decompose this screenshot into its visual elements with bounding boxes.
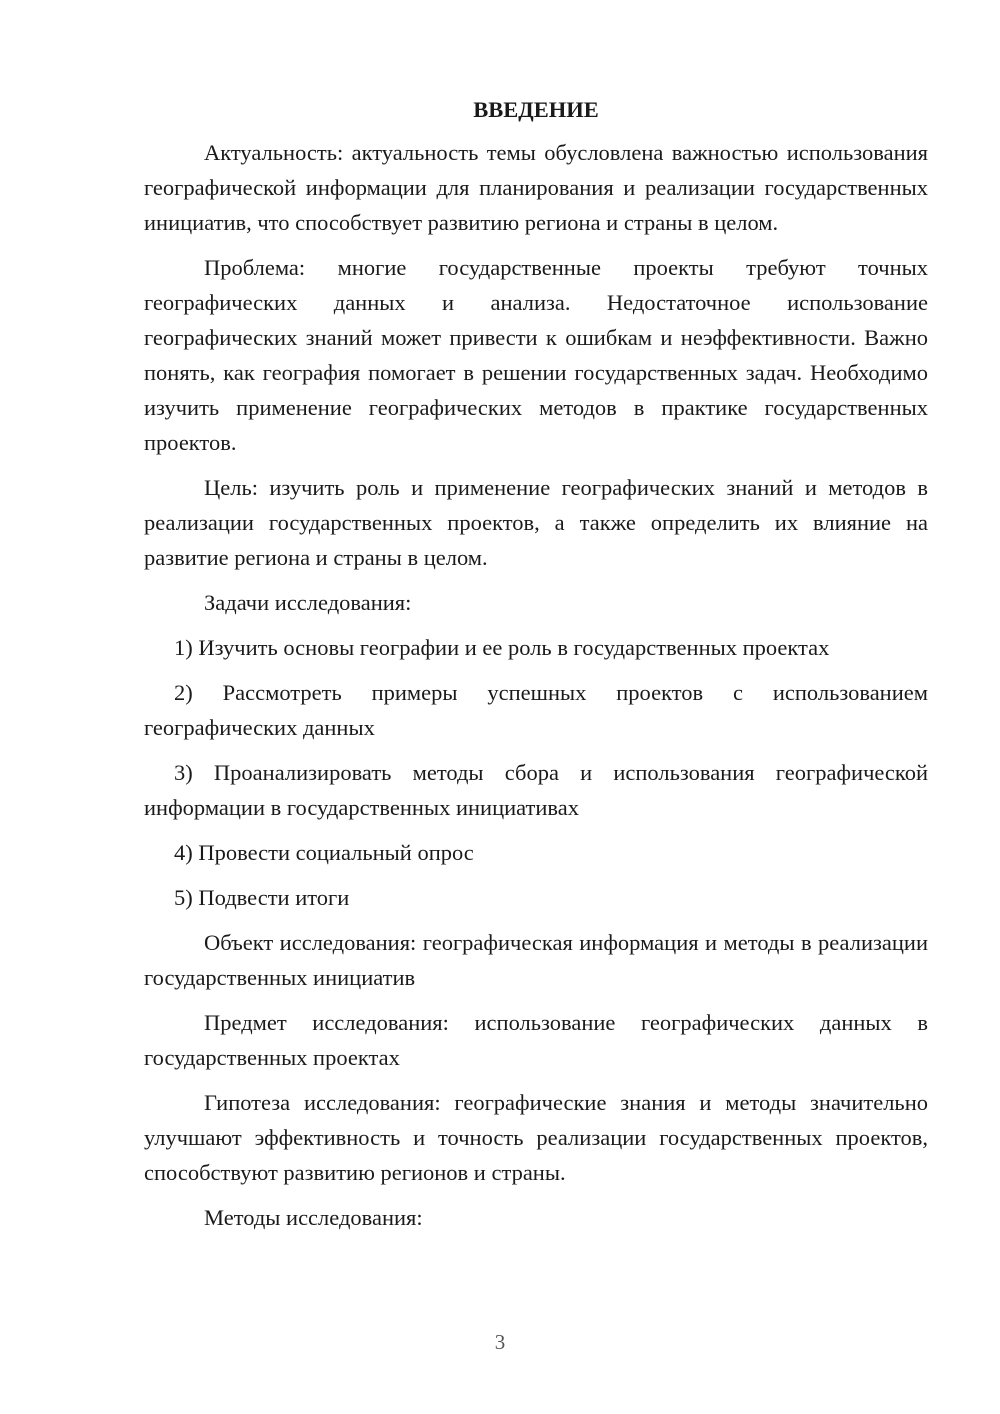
paragraph-tasks-title: Задачи исследования:: [204, 590, 412, 615]
task-item-5: 5) Подвести итоги: [174, 885, 350, 910]
paragraph-hypothesis: Гипотеза исследования: географические знания и методы значительно улучшают эффективность и точность реализации государственных проектов, способствуют развитию регионов и страны.: [144, 1090, 928, 1185]
page-content: [144, 92, 928, 1245]
paragraph-methods: Методы исследования:: [204, 1205, 423, 1230]
page-number: 3: [494, 1330, 506, 1354]
task-item-2: 2) Рассмотреть примеры успешных проектов с использованием географических данных: [144, 680, 928, 740]
paragraph-goal: Цель: изучить роль и применение географических знаний и методов в реализации государственных проектов, а также определить их влияние на развитие региона и страны в целом.: [144, 475, 928, 570]
section-heading: ВВЕДЕНИЕ: [473, 97, 599, 122]
task-item-1: 1) Изучить основы географии и ее роль в государственных проектах: [174, 635, 830, 660]
paragraph-problem: Проблема: многие государственные проекты требуют точных географических данных и анализа. Недостаточное использование географических знаний может привести к ошибкам и неэффективности. Важно понять, как география помогает в решении государственных задач. Необходимо изучить применение географических методов в практике государственных проектов.: [144, 255, 928, 455]
paragraph-object: Объект исследования: географическая информация и методы в реализации государственных инициатив: [144, 930, 928, 990]
task-item-3: 3) Проанализировать методы сбора и использования географической информации в государственных инициативах: [144, 760, 928, 820]
paragraph-subject: Предмет исследования: использование географических данных в государственных проектах: [144, 1010, 928, 1070]
task-item-4: 4) Провести социальный опрос: [174, 840, 474, 865]
paragraph-relevance: Актуальность: актуальность темы обусловлена важностью использования географической информации для планирования и реализации государственных инициатив, что способствует развитию региона и страны в целом.: [144, 140, 928, 235]
